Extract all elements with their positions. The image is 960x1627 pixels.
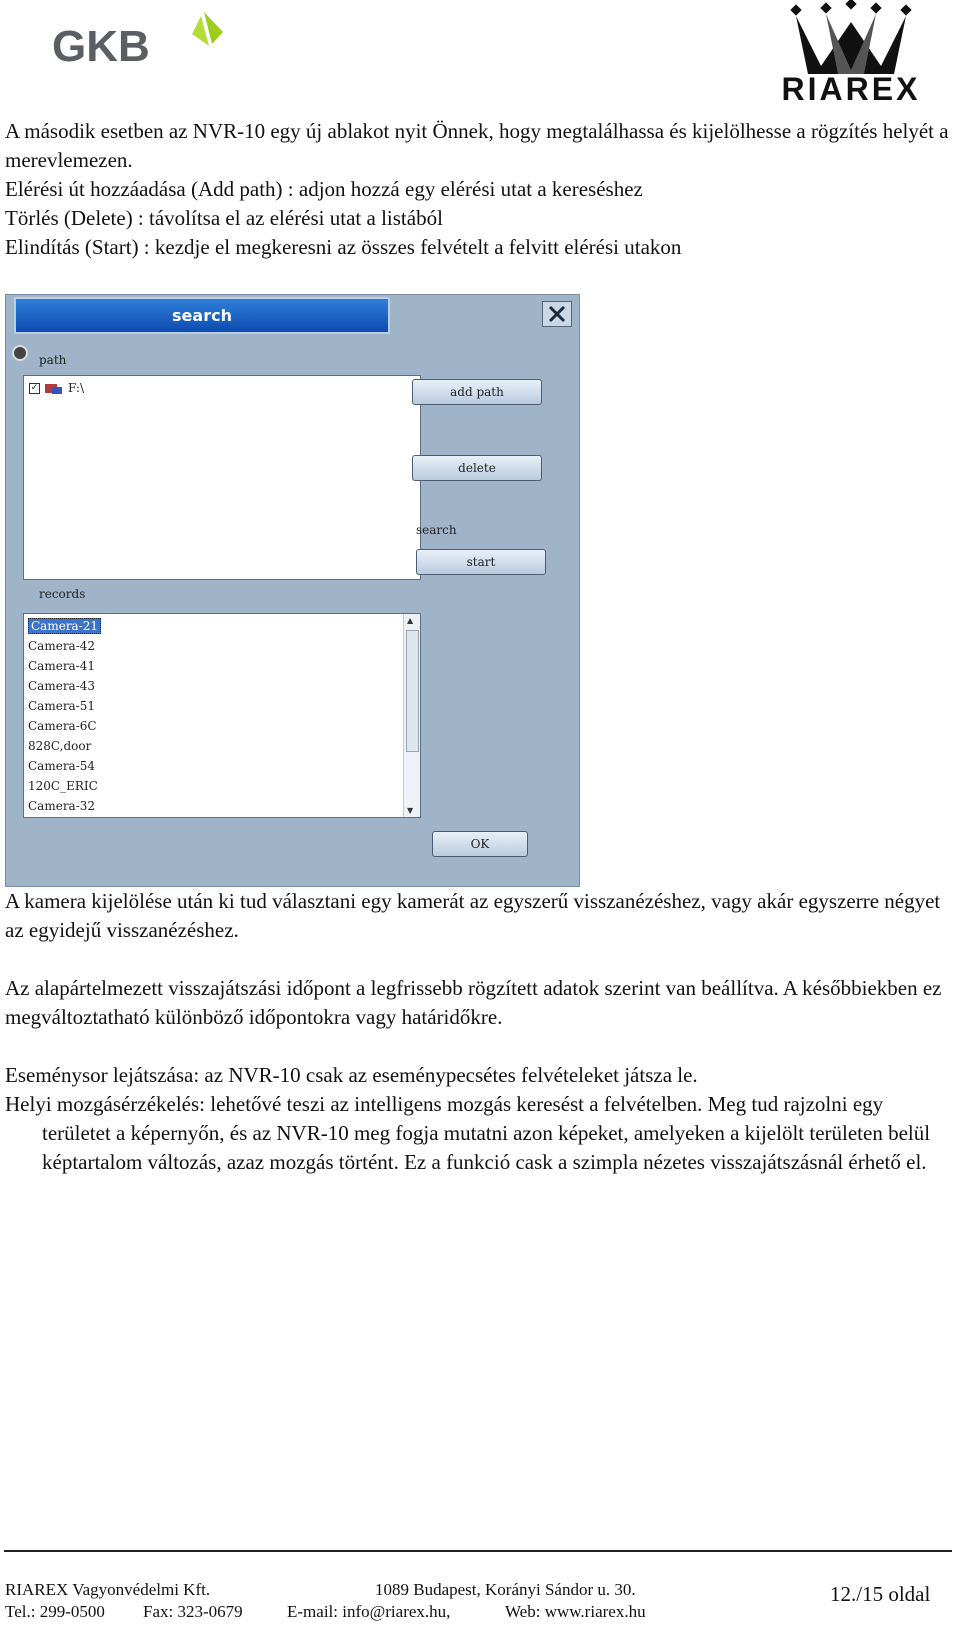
path-label: path: [39, 353, 67, 367]
start-label: start: [466, 555, 496, 569]
records-list[interactable]: [23, 613, 421, 818]
add-path-label: add path: [450, 385, 504, 399]
start-button[interactable]: [416, 549, 546, 575]
path-entry-label: F:\: [68, 381, 84, 395]
record-item[interactable]: [26, 676, 396, 696]
intro-line-start: Elindítás (Start) : kezdje el megkeresni az összes felvételt a felvitt elérési utakon: [5, 235, 682, 259]
scroll-up-icon[interactable]: ▲: [407, 616, 414, 625]
drive-icon: [44, 381, 64, 395]
record-item-label: Camera-51: [28, 699, 96, 713]
footer-company: RIAREX Vagyonvédelmi Kft.: [5, 1580, 211, 1599]
footer-fax: Fax: 323-0679: [143, 1602, 243, 1621]
record-item[interactable]: [26, 736, 396, 756]
records-items: [26, 616, 396, 816]
ok-button[interactable]: [432, 831, 528, 857]
footer-web: Web: www.riarex.hu: [505, 1602, 646, 1621]
close-icon: [548, 305, 566, 323]
gkb-logo-text: GKB: [52, 22, 150, 71]
record-item[interactable]: [26, 776, 396, 796]
dialog-title-bar: [14, 297, 390, 334]
body-paragraph-camera: A kamera kijelölése után ki tud választani egy kamerát az egyszerű visszanézéshez, vagy akár egyszerre négyet az egyidejű visszanézéshez.: [5, 889, 941, 942]
footer-divider: [4, 1550, 952, 1552]
footer-email: E-mail: info@riarex.hu,: [287, 1602, 451, 1621]
footer-tel: Tel.: 299-0500: [5, 1602, 105, 1621]
intro-text: [5, 117, 955, 262]
record-item-label: 120C_ERIC: [28, 779, 98, 793]
riarex-logo-text: RIAREX: [781, 71, 921, 104]
riarex-logo: [756, 0, 946, 104]
record-item[interactable]: [26, 796, 396, 816]
ok-label: OK: [470, 837, 490, 851]
page-number: 12./15 oldal: [830, 1582, 931, 1606]
scroll-thumb[interactable]: [406, 630, 419, 752]
records-label: records: [39, 587, 86, 601]
close-button[interactable]: [542, 301, 572, 327]
record-item-label: Camera-43: [28, 679, 96, 693]
intro-paragraph: A második esetben az NVR-10 egy új ablakot nyit Önnek, hogy megtalálhassa és kijelölhesse a rögzítés helyét a merevlemezen.: [5, 119, 949, 172]
dialog-title: search: [172, 306, 232, 325]
delete-label: delete: [458, 461, 496, 475]
record-item-label: Camera-54: [28, 759, 96, 773]
body-paragraph-event-playback: Eseménysor lejátszása: az NVR-10 csak az eseménypecsétes felvételeket játsza le.: [5, 1063, 698, 1087]
body-text: [5, 887, 955, 1177]
body-paragraph-motion-detection: Helyi mozgásérzékelés: lehetővé teszi az intelligens mozgás keresést a felvételben. Meg tud rajzolni egy területet a képernyőn, és az NVR-10 meg fogja mutatni azon képeket, amelyeken a kijelölt területen belül képtartalom változás, azaz mozgás történt. Ez a funkció cask a szimpla nézetes visszajátszásnál érhető el.: [5, 1092, 931, 1174]
record-item-label: Camera-41: [28, 659, 96, 673]
body-paragraph-default-time: Az alapártelmezett visszajátszási időpont a legfrissebb rögzített adatok szerint van beállítva. A későbbiekben ez megváltoztatható különböző időpontokra vagy határidőkre.: [5, 976, 942, 1029]
path-checkbox[interactable]: ✓: [30, 382, 39, 393]
search-dialog: [5, 294, 580, 887]
search-section-label: search: [416, 523, 457, 537]
radio-indicator[interactable]: [12, 345, 28, 361]
record-item[interactable]: [26, 716, 396, 736]
gkb-logo: [44, 4, 234, 78]
footer-address: 1089 Budapest, Korányi Sándor u. 30.: [375, 1580, 636, 1599]
records-scrollbar[interactable]: [403, 614, 420, 817]
add-path-button[interactable]: [412, 379, 542, 405]
intro-line-delete: Törlés (Delete) : távolítsa el az elérési utat a listából: [5, 206, 443, 230]
record-item[interactable]: [26, 636, 396, 656]
record-item-label: Camera-42: [28, 639, 96, 653]
intro-line-add-path: Elérési út hozzáadása (Add path) : adjon hozzá egy elérési utat a kereséshez: [5, 177, 643, 201]
record-item[interactable]: [26, 656, 396, 676]
record-item[interactable]: [26, 756, 396, 776]
delete-button[interactable]: [412, 455, 542, 481]
record-item-label: Camera-21: [28, 618, 101, 634]
scroll-down-icon[interactable]: ▼: [407, 806, 414, 815]
path-entry[interactable]: [29, 381, 84, 395]
path-list[interactable]: [23, 375, 421, 580]
record-item-label: Camera-32: [28, 799, 96, 813]
record-item-label: 828C,door: [28, 739, 92, 753]
record-item[interactable]: [26, 616, 396, 636]
record-item-label: Camera-6C: [28, 719, 97, 733]
record-item[interactable]: [26, 696, 396, 716]
